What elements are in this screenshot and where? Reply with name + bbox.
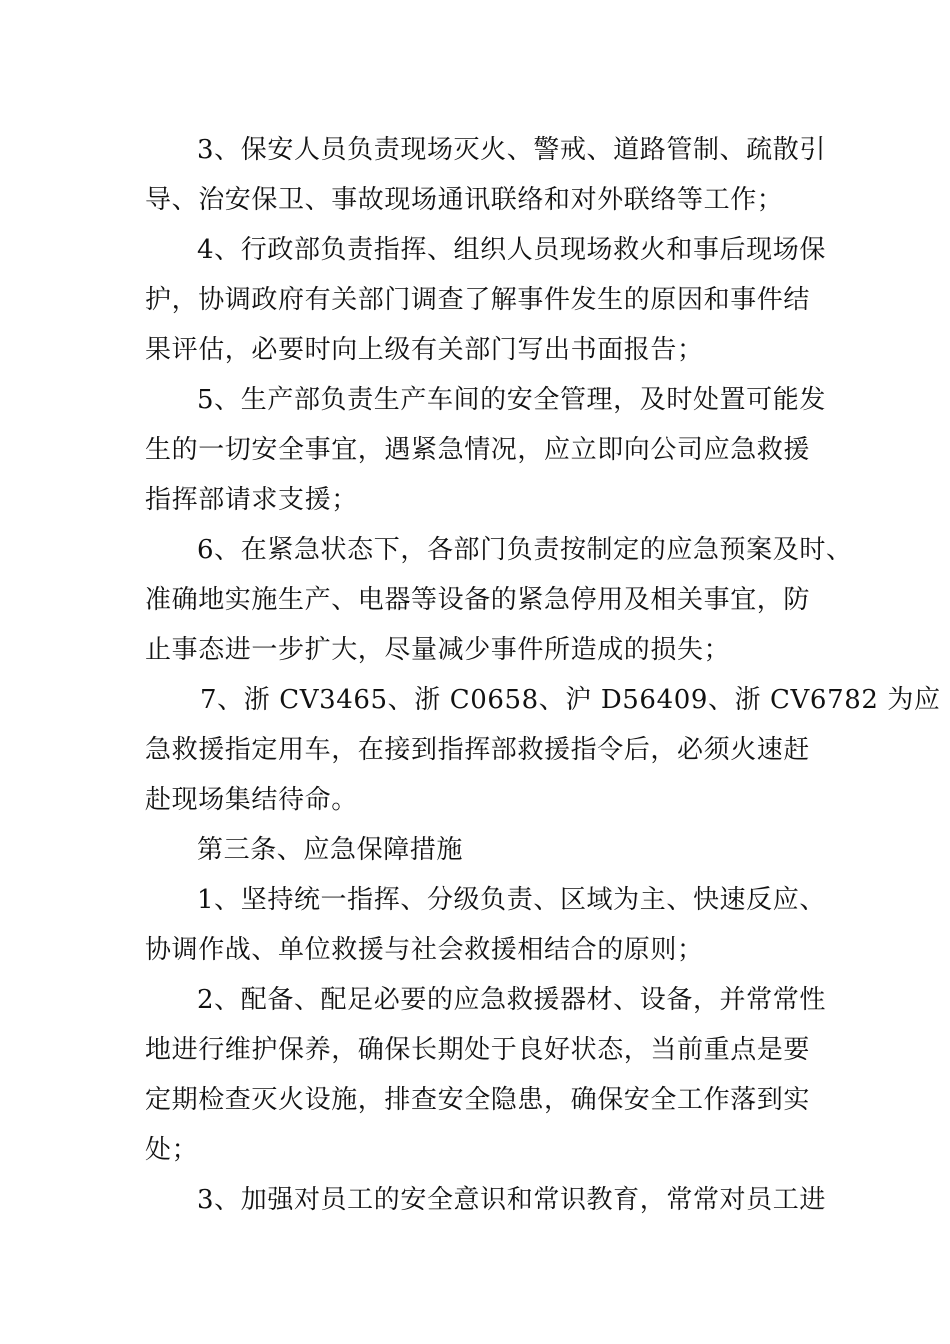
measure-2-line-3: 定期检查灭火设施，排查安全隐患，确保安全工作落到实: [145, 1085, 811, 1115]
paragraph-6-line-1: 6、在紧急状态下，各部门负责按制定的应急预案及时、: [197, 535, 853, 565]
paragraph-3-line-2: 导、治安保卫、事故现场通讯联络和对外联络等工作；: [145, 185, 784, 215]
paragraph-7-line-3: 赴现场集结待命。: [145, 785, 358, 815]
paragraph-6-line-2: 准确地实施生产、电器等设备的紧急停用及相关事宜，防: [145, 585, 811, 615]
section-heading: 第三条、应急保障措施: [197, 835, 464, 865]
paragraph-7-line-2: 急救援指定用车，在接到指挥部救援指令后，必须火速赶: [145, 735, 811, 765]
paragraph-6-line-3: 止事态进一步扩大，尽量减少事件所造成的损失；: [145, 635, 731, 665]
measure-2-line-4: 处；: [145, 1135, 199, 1165]
measure-1-line-2: 协调作战、单位救援与社会救援相结合的原则；: [145, 935, 704, 965]
measure-3-line-1: 3、加强对员工的安全意识和常识教育，常常对员工进: [197, 1185, 826, 1215]
measure-2-line-2: 地进行维护保养，确保长期处于良好状态，当前重点是要: [145, 1035, 811, 1065]
paragraph-4-line-2: 护，协调政府有关部门调查了解事件发生的原因和事件结: [145, 285, 811, 315]
paragraph-4-line-3: 果评估，必要时向上级有关部门写出书面报告；: [145, 335, 704, 365]
measure-2-line-1: 2、配备、配足必要的应急救援器材、设备，并常常性: [197, 985, 826, 1015]
paragraph-5-line-3: 指挥部请求支援；: [145, 485, 358, 515]
paragraph-5-line-2: 生的一切安全事宜，遇紧急情况，应立即向公司应急救援: [145, 435, 811, 465]
measure-1-line-1: 1、坚持统一指挥、分级负责、区域为主、快速反应、: [197, 885, 826, 915]
paragraph-7-line-1: 7、浙 CV3465、浙 C0658、沪 D56409、浙 CV6782 为应: [200, 685, 941, 715]
paragraph-3-line-1: 3、保安人员负责现场灭火、警戒、道路管制、疏散引: [197, 135, 826, 165]
paragraph-4-line-1: 4、行政部负责指挥、组织人员现场救火和事后现场保: [197, 235, 826, 265]
paragraph-5-line-1: 5、生产部负责生产车间的安全管理，及时处置可能发: [197, 385, 826, 415]
